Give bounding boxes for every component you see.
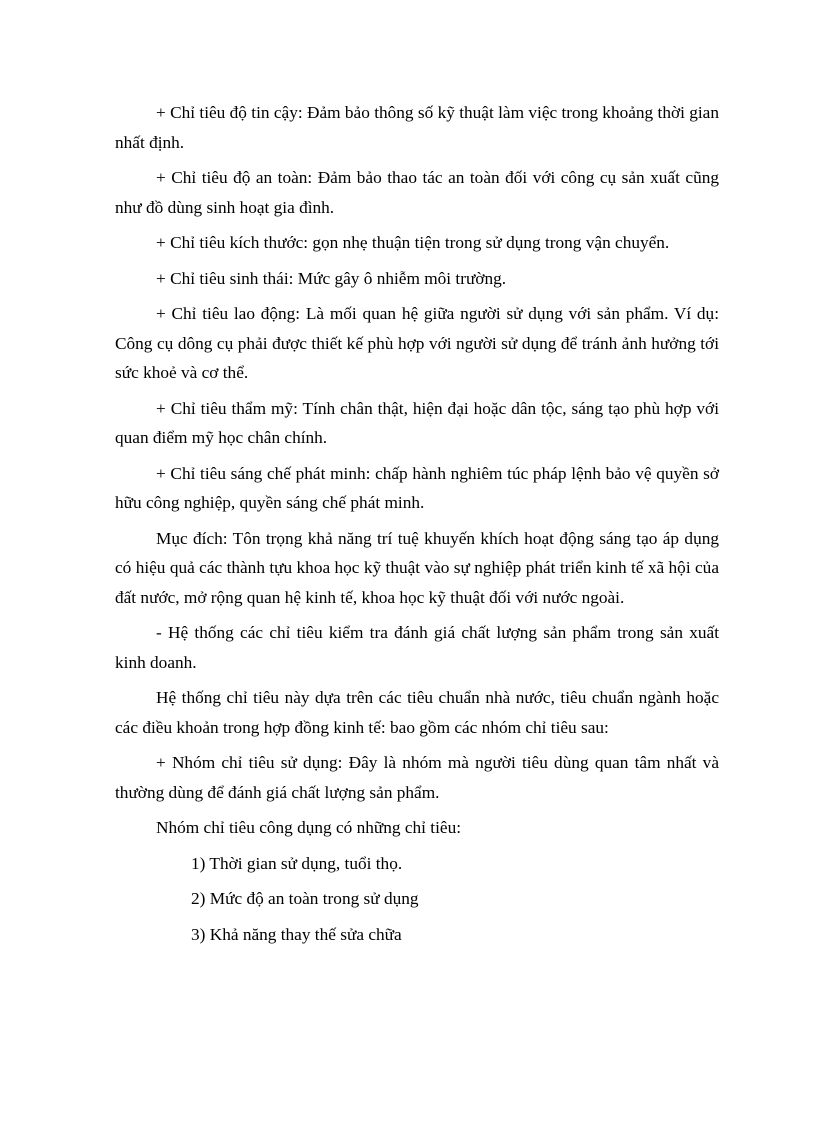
paragraph-function-group-intro: Nhóm chỉ tiêu công dụng có những chỉ tiêu: — [156, 818, 462, 837]
document-body — [115, 98, 719, 955]
paragraph-usage-group: + Nhóm chỉ tiêu sử dụng: Đây là nhóm mà người tiêu dùng quan tâm nhất và thường dùng để đánh giá chất lượng sản phẩm. — [115, 753, 719, 802]
paragraph-quality-system: - Hệ thống các chỉ tiêu kiểm tra đánh giá chất lượng sản phẩm trong sản xuất kinh doanh. — [115, 623, 719, 672]
list-item: 2) Mức độ an toàn trong sử dụng — [191, 889, 419, 908]
list-item: 1) Thời gian sử dụng, tuổi thọ. — [191, 853, 403, 873]
paragraph-standards-basis: Hệ thống chỉ tiêu này dựa trên các tiêu chuẩn nhà nước, tiêu chuẩn ngành hoặc các điều khoản trong hợp đồng kinh tế: bao gồm các nhóm chỉ tiêu sau: — [115, 688, 719, 737]
paragraph-aesthetic-criterion: + Chỉ tiêu thẩm mỹ: Tính chân thật, hiện đại hoặc dân tộc, sáng tạo phù hợp với quan điểm mỹ học chân chính. — [115, 398, 719, 447]
criteria-list — [115, 849, 719, 950]
paragraph-safety-criterion: + Chỉ tiêu độ an toàn: Đảm bảo thao tác an toàn đối với công cụ sản xuất cũng như đồ dùng sinh hoạt gia đình. — [115, 168, 719, 217]
list-item: 3) Khả năng thay thế sửa chữa — [191, 924, 402, 944]
paragraph-invention-criterion: + Chỉ tiêu sáng chế phát minh: chấp hành nghiêm túc pháp lệnh bảo vệ quyền sở hữu công nghiệp, quyền sáng chế phát minh. — [115, 463, 719, 512]
paragraph-labor-criterion: + Chỉ tiêu lao động: Là mối quan hệ giữa người sử dụng với sản phẩm. Ví dụ: Công cụ dông cụ phải được thiết kế phù hợp với người sử dụng để tránh ảnh hưởng tới sức khoẻ và cơ thể. — [115, 304, 719, 382]
paragraph-reliability-criterion: + Chỉ tiêu độ tin cậy: Đảm bảo thông số kỹ thuật làm việc trong khoảng thời gian nhất định. — [115, 103, 719, 152]
paragraph-ecology-criterion: + Chỉ tiêu sinh thái: Mức gây ô nhiễm môi trường. — [156, 268, 507, 288]
paragraph-size-criterion: + Chỉ tiêu kích thước: gọn nhẹ thuận tiện trong sử dụng trong vận chuyển. — [156, 233, 670, 252]
paragraph-purpose: Mục đích: Tôn trọng khả năng trí tuệ khuyến khích hoạt động sáng tạo áp dụng có hiệu quả các thành tựu khoa học kỹ thuật vào sự nghiệp phát triển kinh tế xã hội của đất nước, mở rộng quan hệ kinh tế, khoa học kỹ thuật đối với nước ngoài. — [115, 528, 719, 607]
